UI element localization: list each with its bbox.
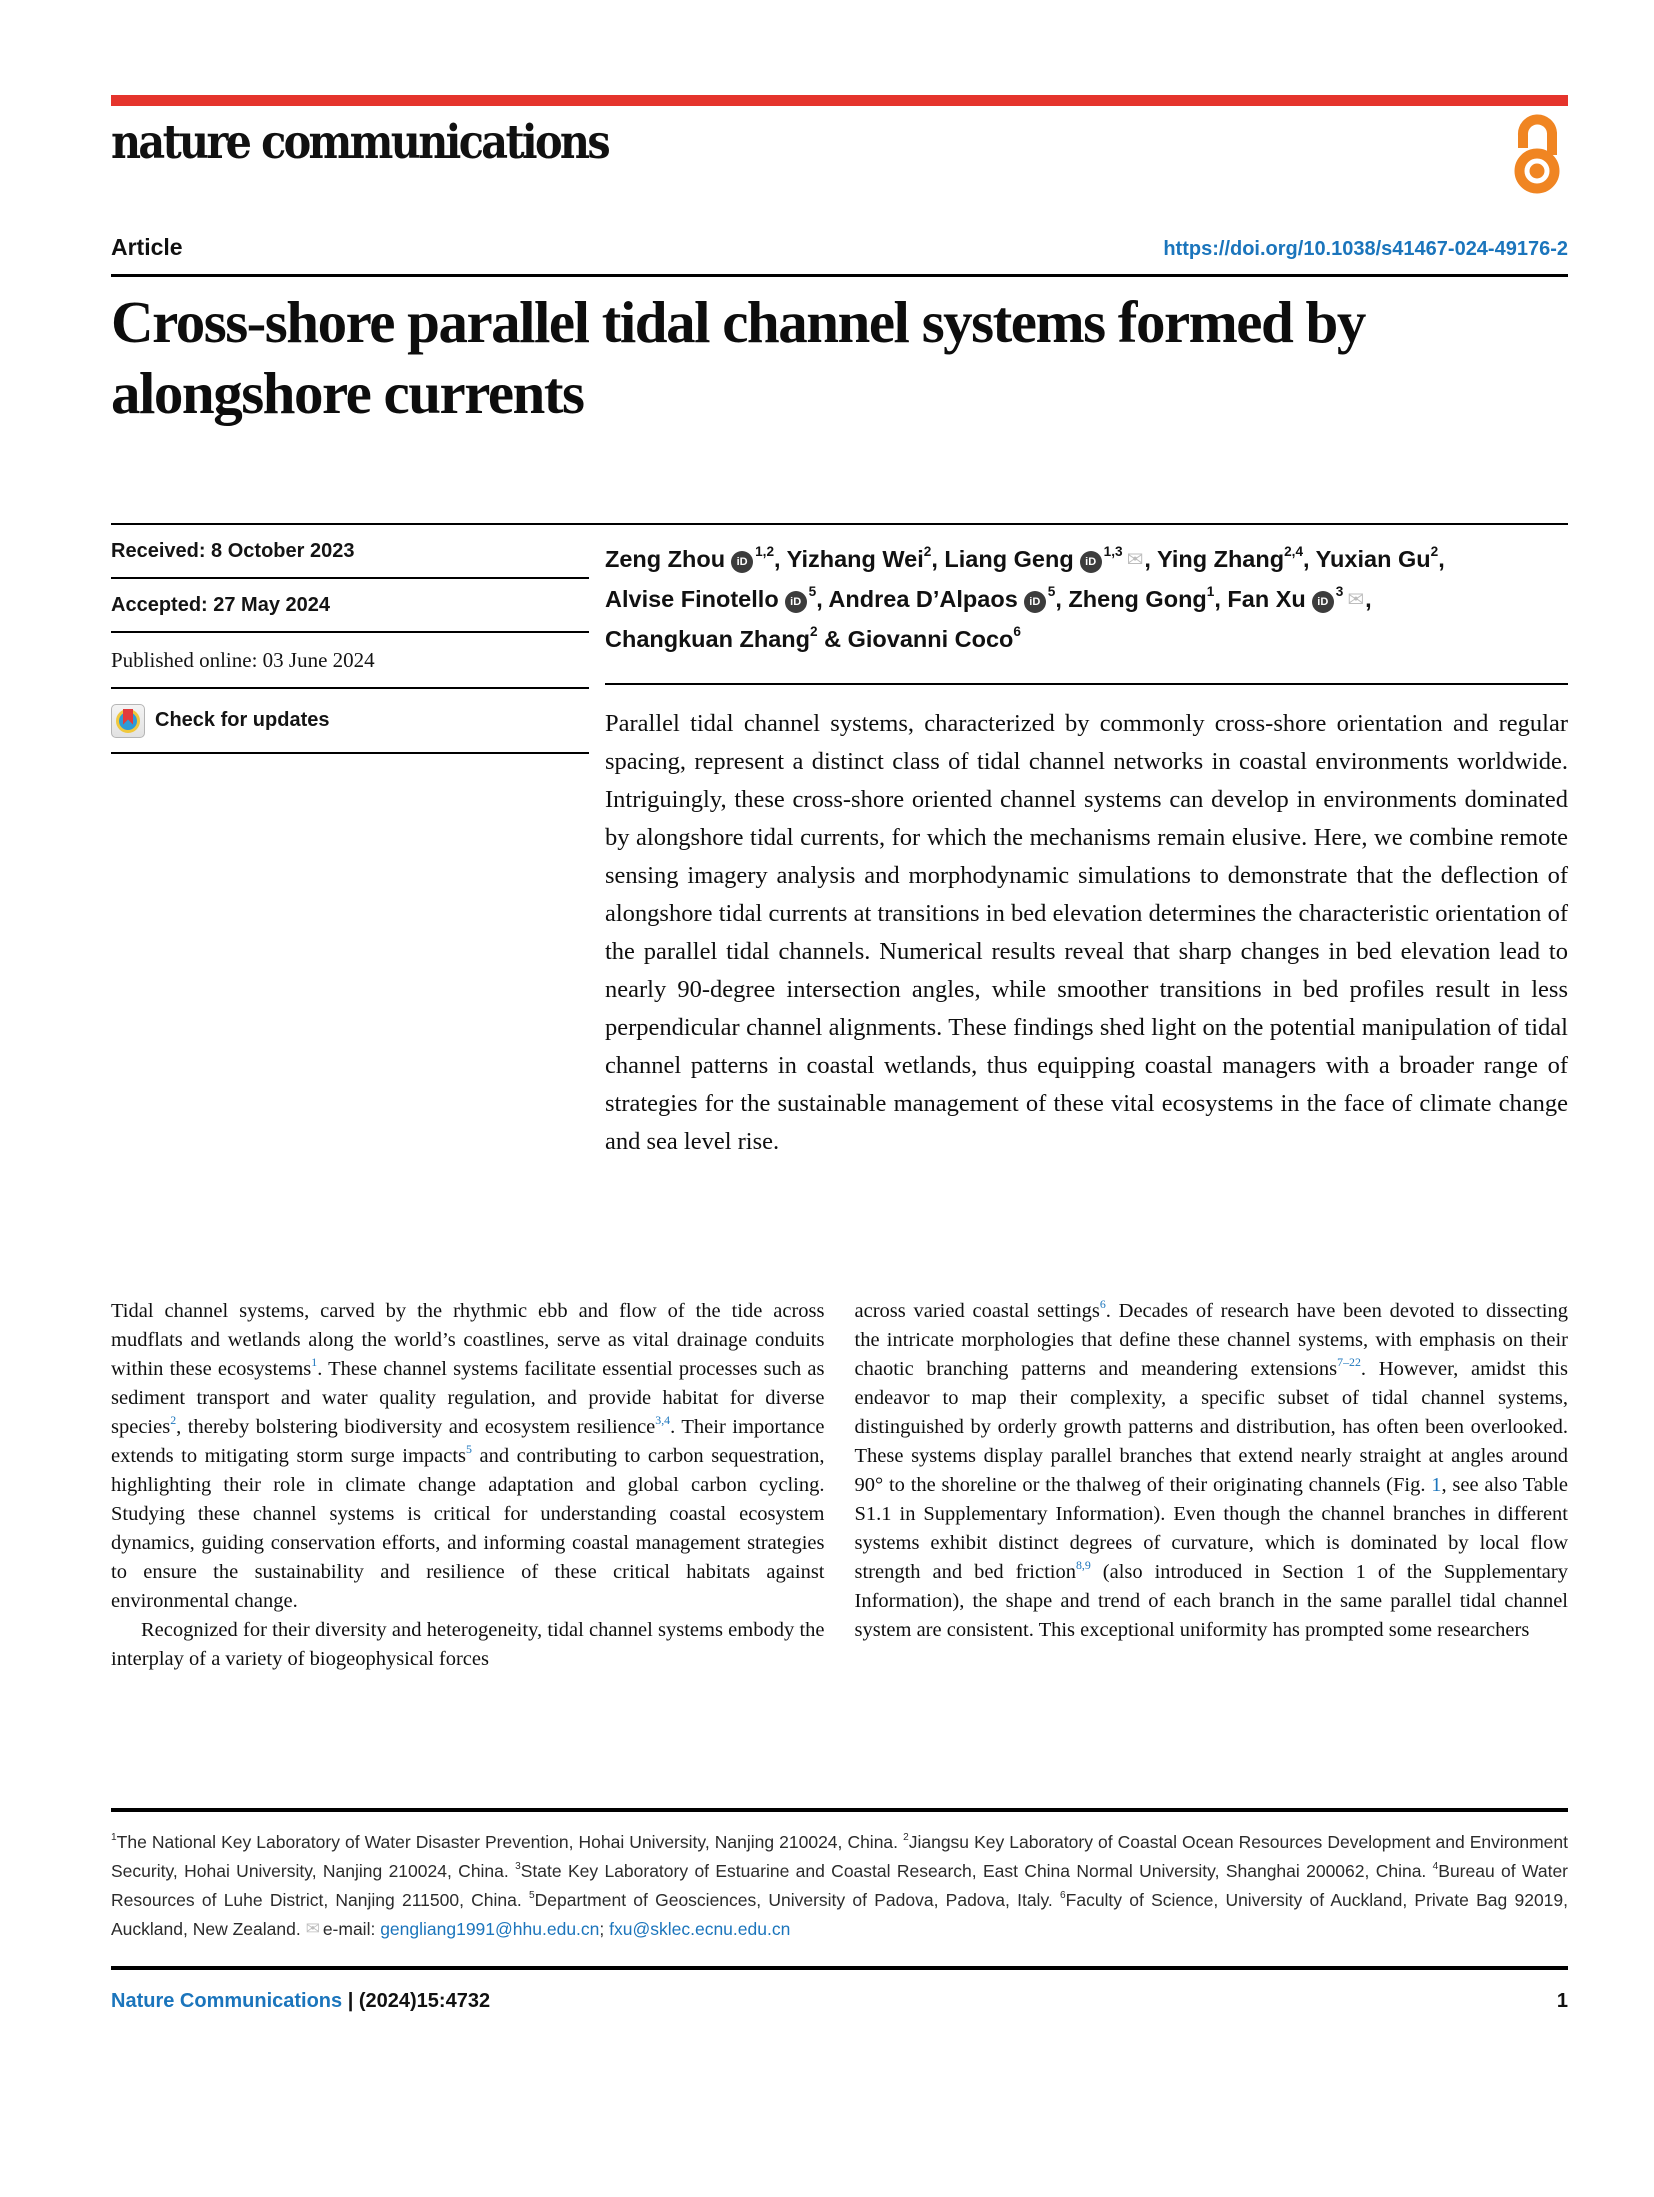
open-access-icon [1502,112,1568,203]
orcid-icon[interactable]: iD [1080,551,1102,573]
superscript: 4 [1432,1860,1439,1872]
superscript: 2 [903,1831,909,1843]
orcid-icon[interactable]: iD [731,551,753,573]
affiliations-footnote: $^1$The National Key Laboratory of Water Disaster Prevention, Hohai University, Nanjing 210024, China. $^2$Jiangsu Key Laboratory of Coastal Ocean Resources Development and Environment Security, Hohai University, Nanjing 210024, China. $^3$State Key Laboratory of Estuarine and Coastal Research, East China Normal University, Shanghai 200062, China. $^4$Bureau of Water Resources of Luhe District, Nanjing 211500, China. $^5$Department of Geosciences, University of Padova, Padova, Italy. $^6$Faculty of Science, University of Auckland, Private Bag 92019, Auckland, New Zealand. ✉ e-mail: gengliang1991@hhu.edu.cn; fxu@sklec.ecnu.edu.cn [111,1831,1569,1939]
superscript: 1 [1206,584,1215,600]
body-paragraph: Recognized for their diversity and heterogeneity, tidal channel systems embody the interplay of a variety of biogeophysical forces [111,1618,825,1670]
email-icon[interactable]: ✉ [1126,546,1144,571]
email-icon[interactable]: ✉ [1347,586,1365,611]
page-number: 1 [1556,1989,1568,2012]
superscript: 3 [515,1860,521,1872]
meta-section [111,523,1568,1161]
figure-link[interactable]: 1 [1431,1473,1442,1496]
article-header-row [111,234,1568,261]
superscript: 6 [1013,624,1021,640]
author-line: Zeng Zhou iD$^{1,2}$, Yizhang Wei$^2$, Liang Geng iD$^{1,3}$ ✉, Ying Zhang$^{2,4}$, Yuxian Gu$^2$, [605,544,1445,572]
crossmark-icon[interactable] [111,704,145,738]
received-date: Received: 8 October 2023 [111,525,589,579]
journal-wordmark: nature communications [111,115,609,170]
footer [111,1990,1568,2013]
abstract-divider [605,683,1568,685]
superscript: 2 [923,544,932,560]
author-line: Changkuan Zhang$^2$ & Giovanni Coco$^6$ [605,624,1021,652]
superscript: 5 [528,1889,535,1901]
abstract-text: Parallel tidal channel systems, characterized by commonly cross-shore orientation and regular spacing, represent a distinct class of tidal channel networks in coastal environments worldwide. Intriguingly, these cross-shore oriented channel systems can develop in environments dominated by alongshore tidal currents, for which the mechanisms remain elusive. Here, we combine remote sensing imagery analysis and morphodynamic simulations to demonstrate that the deflection of alongshore tidal currents at transitions in bed elevation determines the characteristic orientation of the parallel tidal channels. Numerical results reveal that sharp changes in bed elevation lead to nearly 90-degree intersection angles, while smoother transitions in bed profiles result in less perpendicular channel alignments. These findings shed light on the potential manipulation of tidal channel patterns in coastal wetlands, thus equipping coastal managers with a broader range of strategies for the sustainable management of these vital ecosystems in the face of climate change and sea level rise. [605,709,1568,1155]
dates-table [111,525,589,1161]
reference-link[interactable]: 1 [311,1354,318,1369]
accepted-date: Accepted: 27 May 2024 [111,579,589,633]
email-link[interactable]: gengliang1991@hhu.edu.cn [380,1918,600,1939]
body-column-right [855,1297,1569,1802]
superscript: 3 [1335,584,1344,600]
reference-link[interactable]: 5 [466,1441,472,1456]
superscript: 2,4 [1284,544,1304,560]
body-column-left [111,1297,825,1802]
superscript: 5 [1047,584,1056,600]
reference-link[interactable]: 6 [1099,1296,1106,1311]
body-paragraph: across varied coastal settings$^6$. Decades of research have been devoted to dissecting the intricate morphologies that define these channel systems, with emphasis on their chaotic branching patterns and meandering extensions$^{7-22}$. However, amidst this endeavor to map their complexity, a specific subset of tidal channel systems, distinguished by orderly growth patterns and distribution, has often been overlooked. These systems display parallel branches that extend nearly straight at angles around 90° to the shoreline or the thalweg of their originating channels (Fig. 1, see also Table S1.1 in Supplementary Information). Even though the channel branches in different systems exhibit distinct degrees of curvature, which is dominated by local flow strength and bed friction$^{8,9}$ (also introduced in Section 1 of the Supplementary Information), the shape and trend of each branch in the same parallel tidal channel system are consistent. This exceptional uniformity has prompted some researchers [854,1296,1568,1641]
orcid-icon[interactable]: iD [1312,591,1334,613]
check-for-updates[interactable] [111,689,589,754]
reference-link[interactable]: 7–22 [1337,1354,1361,1369]
superscript: 1,2 [755,544,775,560]
footer-divider [111,1966,1568,1970]
authors-abstract-cell [605,525,1568,1161]
body-paragraph: Tidal channel systems, carved by the rhythmic ebb and flow of the tide across mudflats and wetlands along the world’s coastlines, serve as vital drainage conduits within these ecosystems$^1$. These channel systems facilitate essential processes such as sediment transport and water quality regulation, and provide habitat for diverse species$^2$, thereby bolstering biodiversity and ecosystem resilience$^{3,4}$. Their importance extends to mitigating storm surge impacts$^5$ and contributing to carbon sequestration, highlighting their role in climate change adaptation and global carbon cycling. Studying these channel systems is critical for understanding coastal ecosystem dynamics, guiding conservation efforts, and informing coastal management strategies to ensure the sustainability and resilience of these critical habitats against environmental change. [111,1299,825,1612]
paper-title: Cross-shore parallel tidal channel systems formed by alongshore currents [111,289,1365,426]
email-link[interactable]: fxu@sklec.ecnu.edu.cn [609,1918,791,1939]
published-date: Published online: 03 June 2024 [111,633,589,689]
accent-bar [111,95,1568,106]
superscript: 1 [111,1831,117,1843]
footer-citation [111,1990,490,2013]
reference-link[interactable]: 3,4 [655,1412,671,1427]
footer-journal-link[interactable]: Nature Communications [111,1989,343,2012]
superscript: 2 [809,624,818,640]
reference-link[interactable]: 8,9 [1075,1557,1091,1572]
superscript: 1,3 [1103,544,1123,560]
check-for-updates-label: Check for updates [155,709,330,732]
superscript: 6 [1060,1889,1066,1901]
footer-volume-citation: | (2024)15:4732 [347,1989,491,2012]
email-icon[interactable]: ✉ [305,1918,320,1939]
orcid-icon[interactable]: iD [1024,591,1046,613]
article-type-label: Article [111,234,183,260]
footnote-divider [111,1808,1568,1812]
doi-link[interactable]: https://doi.org/10.1038/s41467-024-49176-2 [1163,238,1568,260]
reference-link[interactable]: 2 [170,1412,177,1427]
superscript: 2 [1430,544,1439,560]
body-text [111,1297,1568,1802]
author-line: Alvise Finotello $iD^5$, Andrea D’Alpaos $iD^5$, Zheng Gong$^1$, Fan Xu $iD^3$ ✉, [605,584,1372,612]
orcid-icon[interactable]: iD [785,591,807,613]
superscript: 5 [808,584,817,600]
title-divider [111,274,1568,277]
